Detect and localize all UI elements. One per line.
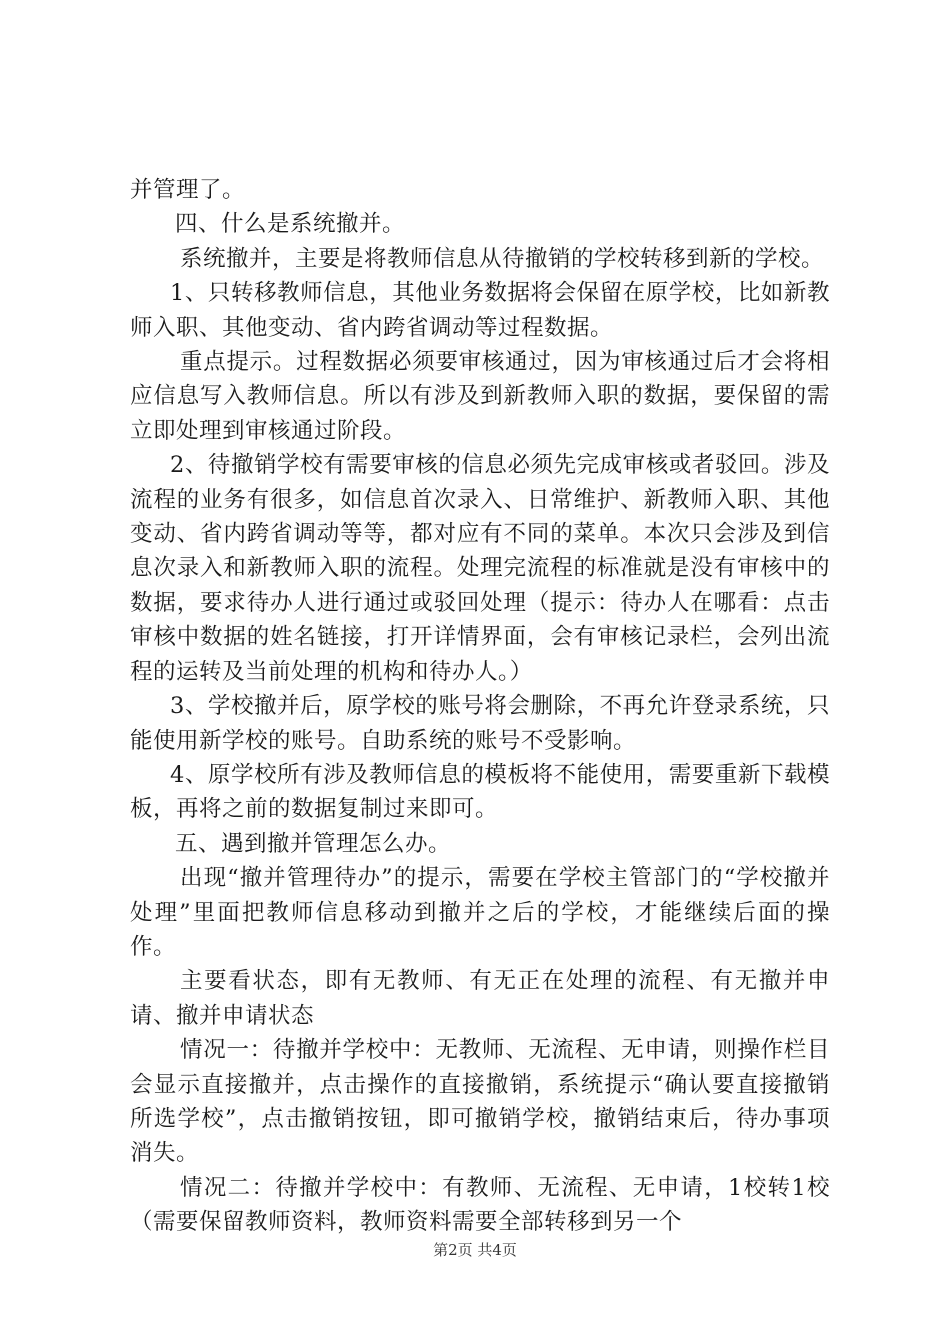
paragraph-p10: 主要看状态，即有无教师、有无正在处理的流程、有无撤并申请、撤并申请状态 bbox=[130, 968, 830, 1029]
paragraph-p8: 五、遇到撤并管理怎么办。 bbox=[175, 830, 452, 857]
paragraph-p7: 4、原学校所有涉及教师信息的模板将不能使用，需要重新下载模板，再将之前的数据复制过来即可。 bbox=[130, 761, 830, 823]
paragraph-p12: 情况二：待撤并学校中：有教师、无流程、无申请，1校转1校（需要保留教师资料，教师资料需要全部转移到另一个 bbox=[130, 1174, 830, 1236]
paragraph-p6: 3、学校撤并后，原学校的账号将会删除，不再允许登录系统，只能使用新学校的账号。自助系统的账号不受影响。 bbox=[130, 693, 830, 754]
paragraph-p11: 情况一：待撤并学校中：无教师、无流程、无申请，则操作栏目会显示直接撤并，点击操作的直接撤销，系统提示“确认要直接撤销所选学校”，点击撤销按钮，即可撤销学校，撤销结束后，待办事项消失。 bbox=[130, 1037, 830, 1167]
paragraph-p9: 出现“撤并管理待办”的提示，需要在学校主管部门的“学校撤并处理”里面把教师信息移动到撤并之后的学校，才能继续后面的操作。 bbox=[130, 865, 830, 960]
document-body bbox=[130, 173, 830, 1240]
paragraph-p1: 四、什么是系统撤并。 bbox=[175, 211, 406, 238]
paragraph-p4: 重点提示。过程数据必须要审核通过，因为审核通过后才会将相应信息写入教师信息。所以有涉及到新教师入职的数据，要保留的需立即处理到审核通过阶段。 bbox=[130, 349, 830, 444]
paragraph-p3: 1、只转移教师信息，其他业务数据将会保留在原学校，比如新教师入职、其他变动、省内跨省调动等过程数据。 bbox=[130, 280, 830, 341]
paragraph-p5: 2、待撤销学校有需要审核的信息必须先完成审核或者驳回。涉及流程的业务有很多，如信息首次录入、日常维护、新教师入职、其他变动、省内跨省调动等等，都对应有不同的菜单。本次只会涉及到信息次录入和新教师入职的流程。处理完流程的标准就是没有审核中的数据，要求待办人进行通过或驳回处理（提示：待办人在哪看：点击审核中数据的姓名链接，打开详情界面，会有审核记录栏，会列出流程的运转及当前处理的机构和待办人。） bbox=[130, 452, 830, 685]
paragraph-p0: 并管理了。 bbox=[130, 177, 246, 203]
paragraph-p2: 系统撤并，主要是将教师信息从待撤销的学校转移到新的学校。 bbox=[180, 245, 825, 272]
page-footer: 第2页 共4页 bbox=[433, 1241, 517, 1259]
